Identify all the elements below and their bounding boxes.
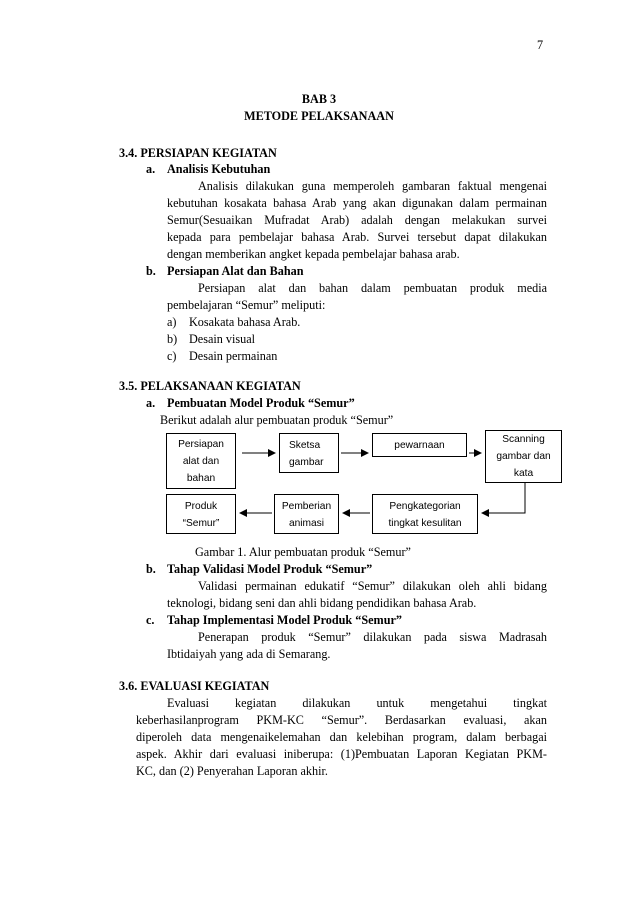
- chapter-title: METODE PELAKSANAAN: [244, 109, 394, 123]
- list-item: Kosakata bahasa Arab.: [189, 315, 301, 329]
- paragraph-line: kepada para pembelajar bahasa Arab. Survei tersebut dapat dilakukan: [167, 230, 547, 244]
- subsection-title: Analisis Kebutuhan: [167, 162, 271, 176]
- subsection-label: b.: [146, 264, 156, 278]
- flow-box-persiapan: Persiapan alat dan bahan: [166, 433, 236, 489]
- subsection-label: a.: [146, 162, 156, 176]
- list-marker: b): [167, 332, 178, 346]
- section-heading-3-4: 3.4. PERSIAPAN KEGIATAN: [119, 146, 277, 160]
- subsection-title: Tahap Validasi Model Produk “Semur”: [167, 562, 373, 576]
- flow-intro: Berikut adalah alur pembuatan produk “Semur”: [160, 413, 394, 427]
- flow-box-scanning: Scanning gambar dan kata: [485, 430, 562, 483]
- paragraph-line: diperoleh data mengenaikelemahan dan kelebihan program, dalam berbagai: [136, 730, 547, 744]
- page-number: 7: [537, 38, 544, 52]
- list-marker: a): [167, 315, 177, 329]
- paragraph-line: dengan memberikan angket kepada pembelajar bahasa arab.: [167, 247, 460, 261]
- flow-box-pengkategorian: Pengkategorian tingkat kesulitan: [372, 494, 478, 534]
- list-item: Desain permainan: [189, 349, 278, 363]
- figure-caption: Gambar 1. Alur pembuatan produk “Semur”: [195, 545, 411, 559]
- section-heading-3-5: 3.5. PELAKSANAAN KEGIATAN: [119, 379, 301, 393]
- subsection-label: c.: [146, 613, 155, 627]
- subsection-label: b.: [146, 562, 156, 576]
- paragraph-line: Analisis dilakukan guna memperoleh gambaran faktual mengenai: [198, 179, 547, 193]
- flow-box-pewarnaan: pewarnaan: [372, 433, 467, 457]
- flow-box-produk: Produk “Semur”: [166, 494, 236, 534]
- subsection-label: a.: [146, 396, 156, 410]
- subsection-title: Persiapan Alat dan Bahan: [167, 264, 304, 278]
- list-marker: c): [167, 349, 177, 363]
- paragraph-line: Semur(Sesuaikan Mufradat Arab) adalah dengan melakukan survei: [167, 213, 547, 227]
- paragraph-line: Validasi permainan edukatif “Semur” dilakukan oleh ahli bidang: [198, 579, 547, 593]
- subsection-title: Tahap Implementasi Model Produk “Semur”: [167, 613, 402, 627]
- paragraph-line: teknologi, bidang seni dan ahli bidang pendidikan bahasa Arab.: [167, 596, 477, 610]
- paragraph-line: KC, dan (2) Penyerahan Laporan akhir.: [136, 764, 328, 778]
- subsection-title: Pembuatan Model Produk “Semur”: [167, 396, 355, 410]
- flow-box-sketsa: Sketsa gambar: [279, 433, 339, 473]
- paragraph-line: pembelajaran “Semur” meliputi:: [167, 298, 326, 312]
- paragraph-line: Evaluasi kegiatan dilakukan untuk mengetahui tingkat: [167, 696, 547, 710]
- list-item: Desain visual: [189, 332, 256, 346]
- paragraph-line: Persiapan alat dan bahan dalam pembuatan produk media: [198, 281, 547, 295]
- paragraph-line: Penerapan produk “Semur” dilakukan pada siswa Madrasah: [198, 630, 547, 644]
- chapter-label: BAB 3: [301, 92, 337, 106]
- flow-arrow: [482, 483, 525, 513]
- paragraph-line: aspek. Akhir dari evaluasi iniberupa: (1)Pembuatan Laporan Kegiatan PKM-: [136, 747, 547, 761]
- paragraph-line: keberhasilanprogram PKM-KC “Semur”. Berdasarkan evaluasi, akan: [136, 713, 547, 727]
- section-heading-3-6: 3.6. EVALUASI KEGIATAN: [119, 679, 270, 693]
- paragraph-line: Ibtidaiyah yang ada di Semarang.: [167, 647, 331, 661]
- paragraph-line: kebutuhan kosakata bahasa Arab yang akan digunakan dalam permainan: [167, 196, 547, 210]
- flow-box-pemberian: Pemberian animasi: [274, 494, 339, 534]
